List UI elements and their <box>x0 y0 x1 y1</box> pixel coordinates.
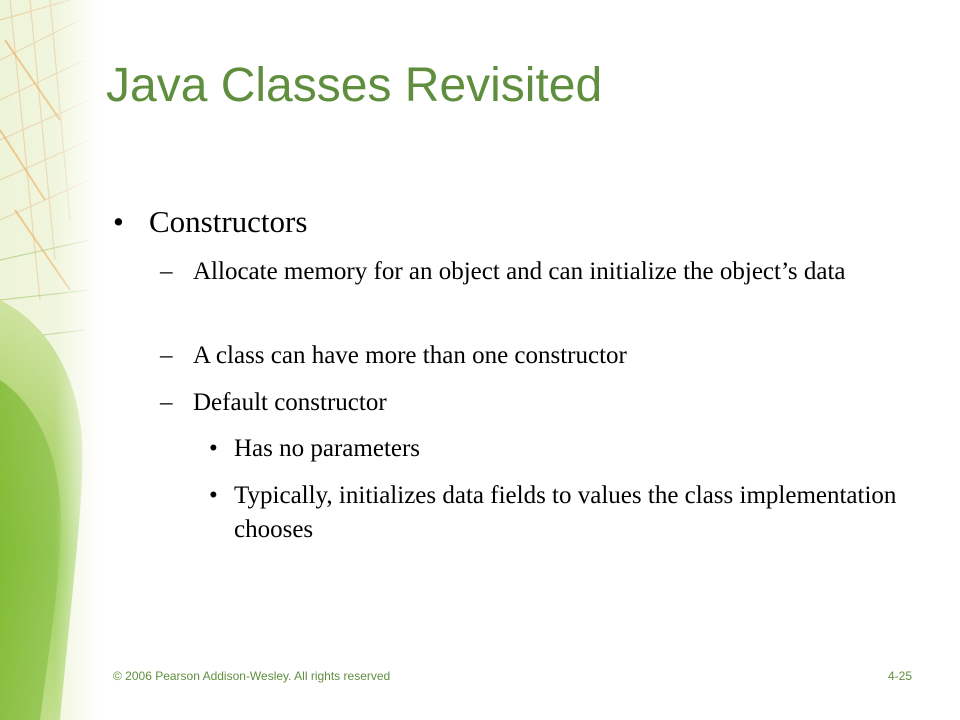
bullet-marker: • <box>209 482 218 509</box>
dash-marker: – <box>160 342 173 369</box>
slide-title: Java Classes Revisited <box>106 59 603 112</box>
footer-page-number: 4-25 <box>887 669 912 683</box>
footer-copyright: © 2006 Pearson Addison-Wesley. All rights reserved <box>113 669 391 683</box>
subbullet-text: Allocate memory for an object and can initialize the object’s data <box>193 258 846 285</box>
subsubbullet-text: Has no parameters <box>234 435 421 462</box>
dash-marker: – <box>160 258 173 285</box>
bullet-marker: • <box>113 204 124 239</box>
dash-marker: – <box>160 389 173 416</box>
bullet-marker: • <box>209 435 218 462</box>
subbullet-text: A class can have more than one constructor <box>193 342 627 369</box>
subbullet-text: Default constructor <box>193 389 387 416</box>
subsubbullet-text: Typically, initializes data fields to values the class implementation chooses <box>234 482 897 543</box>
bullet-text: Constructors <box>149 204 308 239</box>
